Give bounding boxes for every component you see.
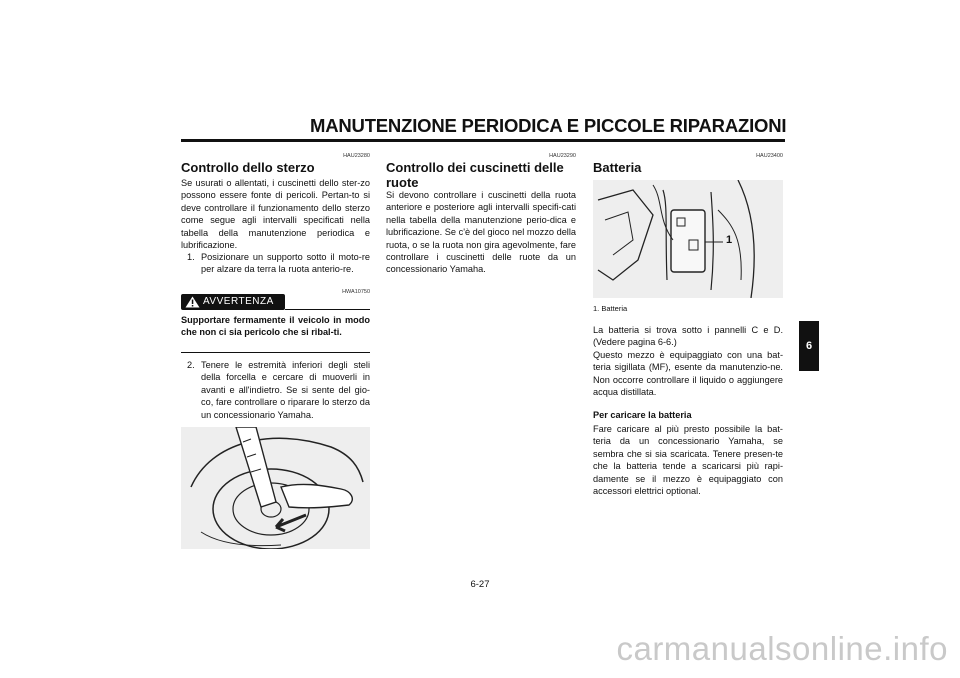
steering-intro: Se usurati o allentati, i cuscinetti dello ster-zo possono essere fonte di pericoli. Pertan-to si deve controllare il funzionamento dello sterzo come segue agli intervalli specificati nella tabella della manutenzione periodica e lubrificazione. (181, 178, 370, 251)
battery-illustration (593, 180, 783, 298)
battery-para-1: La batteria si trova sotto i pannelli C e D. (Vedere pagina 6-6.) (593, 325, 783, 348)
warning-label: AVVERTENZA (203, 296, 274, 307)
page-number: 6-27 (470, 579, 490, 590)
section-code-steering: HAU23280 (343, 153, 370, 159)
steering-step-1 (187, 251, 370, 276)
figure-callout: 1 (726, 234, 733, 246)
page-title: MANUTENZIONE PERIODICA E PICCOLE RIPARAZIONI (310, 115, 787, 136)
step-2-text: Tenere le estremità inferiori degli steli della forcella e cercare di muoverli in avanti e all'indietro. Se si sente del gio-co, fare controllare o riparare lo sterzo da un concessionario Yamaha. (201, 360, 370, 420)
heading-battery: Batteria (593, 160, 642, 175)
warning-rule-bottom (181, 352, 370, 353)
step-1-number: 1. (187, 252, 195, 262)
heading-steering: Controllo dello sterzo (181, 160, 315, 175)
section-code-bearings: HAU23290 (549, 153, 576, 159)
chapter-tab: 6 (799, 321, 819, 371)
watermark-text: carmanualsonline.info (616, 630, 948, 667)
warning-icon (185, 296, 200, 308)
heading-bearings: Controllo dei cuscinetti delle ruote (386, 160, 564, 190)
warning-label-box (181, 294, 285, 310)
step-2-number: 2. (187, 360, 195, 370)
battery-para-3: Fare caricare al più presto possibile la bat-teria da un concessionario Yamaha, se sembra che si sia scaricata. Tenere presen-te che la batteria tende a scaricarsi più rapi-damente se il mezzo è equipaggiato con accessori elettrici optional. (593, 424, 783, 497)
front-wheel-fork-drawing (181, 427, 370, 549)
battery-subheading: Per caricare la batteria (593, 410, 692, 420)
title-rule (181, 139, 785, 142)
fork-illustration (181, 427, 370, 549)
steering-step-2 (187, 359, 370, 421)
section-code-battery: HAU23400 (756, 153, 783, 159)
warning-code: HWA10750 (342, 289, 370, 295)
warning-rule-top (285, 309, 370, 310)
battery-para-2: Questo mezzo è equipaggiato con una bat-teria sigillata (MF), esente da manutenzio-ne. Non occorre controllare il liquido o aggiungere acqua distillata. (593, 350, 783, 398)
watermark (0, 630, 960, 670)
battery-location-drawing (593, 180, 783, 298)
step-1-text: Posizionare un supporto sotto il moto-re per alzare da terra la ruota anterio-re. (201, 252, 370, 275)
warning-text: Supportare fermamente il veicolo in modo che non ci sia pericolo che si ribal-ti. (181, 315, 370, 338)
bearings-text: Si devono controllare i cuscinetti della ruota anteriore e posteriore agli intervalli specifi-cati nella tabella della manutenzione perio-dica e lubrificazione. Se c'è del gioco nel mozzo della ruota, o se la ruota non gira agevolmente, fare controllare i cuscinetti delle ruote da un concessionario Yamaha. (386, 190, 576, 275)
figure-caption: 1. Batteria (593, 304, 628, 313)
